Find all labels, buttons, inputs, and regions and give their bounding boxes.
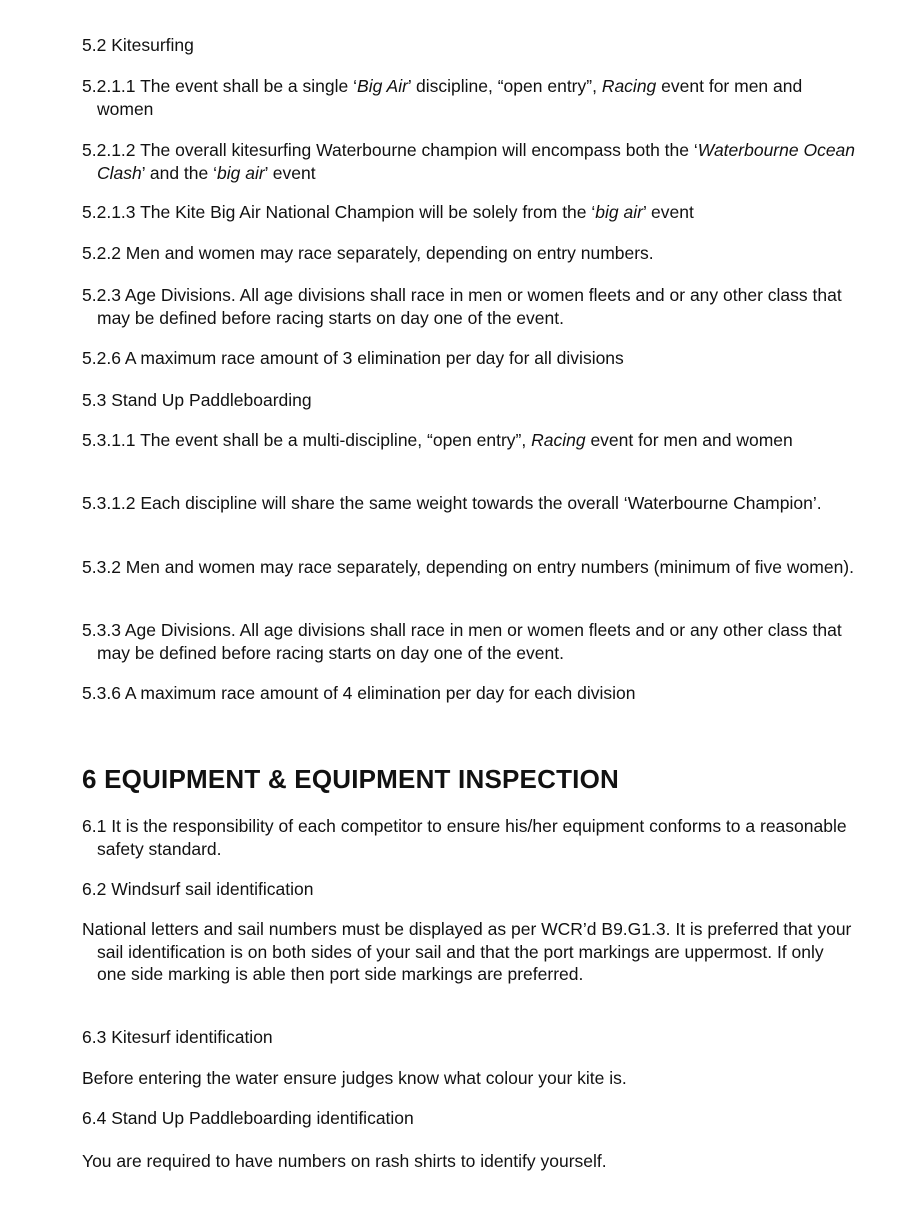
clause-5-2-1-3: 5.2.1.3 The Kite Big Air National Champion will be solely from the ‘big air’ event	[82, 202, 694, 222]
clause-6-1: 6.1 It is the responsibility of each competitor to ensure his/her equipment conforms to a reasonable safety standard.	[82, 816, 847, 859]
clause-6-3: 6.3 Kitesurf identification	[82, 1027, 273, 1047]
clause-5-3-2: 5.3.2 Men and women may race separately, depending on entry numbers (minimum of five women).	[82, 557, 854, 577]
clause-5-2-1-2: 5.2.1.2 The overall kitesurfing Waterbourne champion will encompass both the ‘Waterbourne Ocean Clash’ and the ‘big air’ event	[82, 140, 856, 183]
section-5-3-heading: 5.3 Stand Up Paddleboarding	[82, 390, 312, 410]
clause-5-3-6: 5.3.6 A maximum race amount of 4 elimination per day for each division	[82, 683, 636, 703]
clause-5-3-3: 5.3.3 Age Divisions. All age divisions shall race in men or women fleets and or any other class that may be defined before racing starts on day one of the event.	[82, 620, 842, 663]
kitesurf-identification-text: Before entering the water ensure judges know what colour your kite is.	[82, 1068, 627, 1088]
clause-5-2-1-1: 5.2.1.1 The event shall be a single ‘Big Air’ discipline, “open entry”, Racing event for men and women	[82, 76, 803, 119]
clause-6-2: 6.2 Windsurf sail identification	[82, 879, 314, 899]
clause-5-2-6: 5.2.6 A maximum race amount of 3 elimination per day for all divisions	[82, 348, 624, 368]
clause-6-4: 6.4 Stand Up Paddleboarding identification	[82, 1108, 414, 1128]
clause-5-2-2: 5.2.2 Men and women may race separately, depending on entry numbers.	[82, 243, 654, 263]
section-6-heading: 6 EQUIPMENT & EQUIPMENT INSPECTION	[82, 764, 619, 794]
sup-identification-text: You are required to have numbers on rash shirts to identify yourself.	[82, 1151, 607, 1171]
clause-5-3-1-2: 5.3.1.2 Each discipline will share the same weight towards the overall ‘Waterbourne Champion’.	[82, 493, 822, 513]
clause-5-2-3: 5.2.3 Age Divisions. All age divisions shall race in men or women fleets and or any other class that may be defined before racing starts on day one of the event.	[82, 285, 842, 328]
section-5-2-heading: 5.2 Kitesurfing	[82, 35, 194, 55]
windsurf-identification-text: National letters and sail numbers must be displayed as per WCR’d B9.G1.3. It is preferred that your sail identification is on both sides of your sail and that the port markings are uppermost. If only one side marking is able then port side markings are preferred.	[82, 919, 852, 984]
clause-5-3-1-1: 5.3.1.1 The event shall be a multi-discipline, “open entry”, Racing event for men and women	[82, 430, 793, 450]
